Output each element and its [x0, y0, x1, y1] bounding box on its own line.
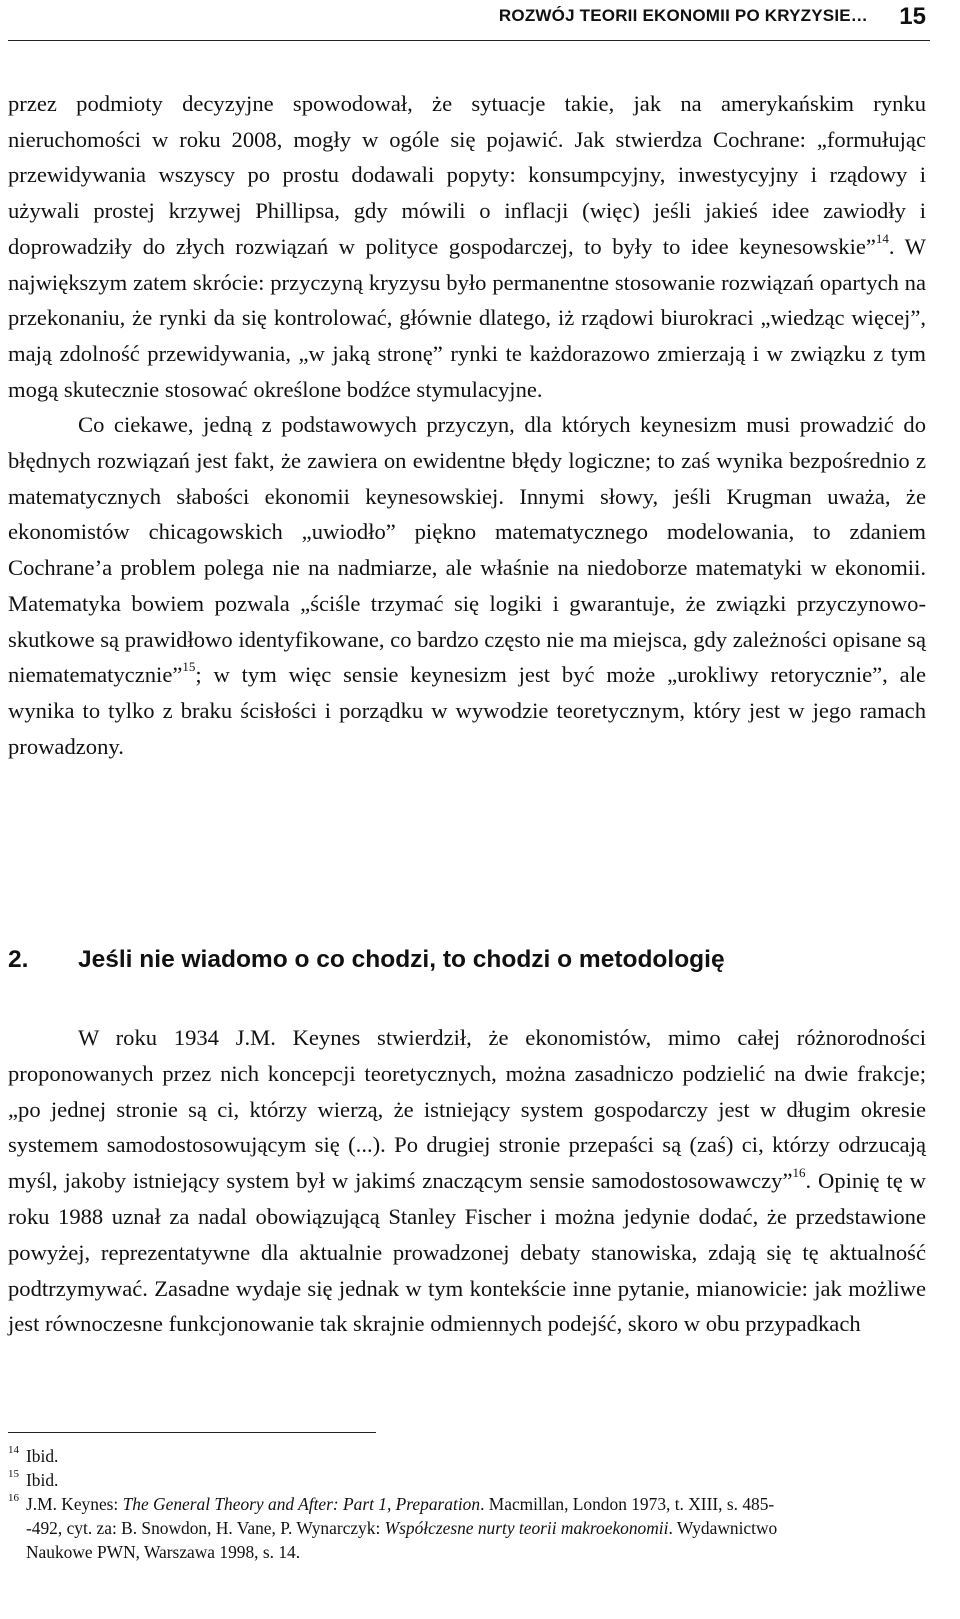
footnote-separator — [8, 1432, 376, 1433]
footnote-mark: 15 — [8, 1468, 19, 1480]
cited-title: Współczesne nurty teorii makroekonomii — [384, 1518, 669, 1538]
body-text-lower — [8, 1020, 926, 1342]
section-number: 2. — [8, 946, 29, 973]
cited-title: The General Theory and After: Part 1, Preparation — [122, 1494, 481, 1514]
footnote-16 — [8, 1492, 926, 1516]
page-number: 15 — [899, 3, 926, 30]
footnotes — [8, 1444, 926, 1564]
footnote-mark: 14 — [8, 1444, 19, 1456]
running-header — [8, 0, 930, 41]
section-title: Jeśli nie wiadomo o co chodzi, to chodzi o metodologię — [78, 946, 725, 973]
footnote-14 — [8, 1444, 926, 1468]
paragraph-3: W roku 1934 J.M. Keynes stwierdził, że ekonomistów, mimo całej różnorodności proponowanych przez nich koncepcji teoretycznych, można zasadniczo podzielić na dwie frakcje; „po jednej stronie są ci, którzy wierzą, że istniejący system gospodarczy jest w długim okresie systemem samodostosowującym się (...). Po drugiej stronie przepaści są (zaś) ci, którzy odrzucają myśl, jakoby istniejący system był w jakimś znaczącym sensie samodostosowawczy”$^{16}$. Opinię tę w roku 1988 uznał za nadal obowiązującą Stanley Fischer i można jedynie dodać, że przedstawione powyżej, reprezentatywne dla aktualnie prowadzonej debaty stanowiska, zdają się tę aktualność podtrzymywać. Zasadne wydaje się jednak w tym kontekście inne pytanie, mianowicie: jak możliwe jest równoczesne funkcjonowanie tak skrajnie odmiennych podejść, skoro w obu przypadkach — [8, 1025, 926, 1337]
footnote-text: Ibid. — [26, 1446, 59, 1466]
running-header-title: ROZWÓJ TEORII EKONOMII PO KRYZYSIE… — [498, 6, 868, 25]
footnote-ref-15[interactable]: 15 — [182, 659, 196, 675]
footnote-ref-14[interactable]: 14 — [875, 230, 889, 246]
footnote-ref-16[interactable]: 16 — [792, 1165, 806, 1181]
footnote-text: Ibid. — [26, 1470, 59, 1490]
paragraph-2: Co ciekawe, jedną z podstawowych przyczyn, dla których keynesizm musi prowadzić do błędnych rozwiązań jest fakt, że zawiera on ewidentne błędy logiczne; to zaś wynika bezpośrednio z matematycznych słabości ekonomii keynesowskiej. Innymi słowy, jeśli Krugman uważa, że ekonomistów chicagowskich „uwiodło” piękno matematycznego modelowania, to zdaniem Cochrane’a problem polega nie na nadmiarze, ale właśnie na niedoborze matematyki w ekonomii. Matematyka bowiem pozwala „ściśle trzymać się logiki i gwarantuje, że związki przyczynowo-skutkowe są prawidłowo identyfikowane, co bardzo często nie ma miejsca, gdy zależności opisane są niematematycznie”$^{15}$; w tym więc sensie keynesizm jest być może „urokliwy retorycznie”, ale wynika to tylko z braku ścisłości i porządku w wywodzie teoretycznym, który jest w jego ramach prowadzony. — [8, 412, 926, 759]
section-heading — [8, 946, 926, 974]
footnote-mark: 16 — [8, 1492, 19, 1504]
footnote-15 — [8, 1468, 926, 1492]
footnote-16-last-line: Naukowe PWN, Warszawa 1998, s. 14. — [26, 1542, 301, 1562]
paragraph-1: przez podmioty decyzyjne spowodował, że sytuacje takie, jak na amerykańskim rynku nieruchomości w roku 2008, mogły w ogóle się pojawić. Jak stwierdza Cochrane: „formułując przewidywania wszyscy po prostu dodawali popyty: konsumpcyjny, inwestycyjny i rządowy i używali prostej krzywej Phillipsa, gdy mówili o inflacji (więc) jeśli jakieś idee zawiodły i doprowadziły do złych rozwiązań w polityce gospodarczej, to były to idee keynesowskie”$^{14}$. W największym zatem skrócie: przyczyną kryzysu było permanentne stosowanie rozwiązań opartych na przekonaniu, że rynki da się kontrolować, głównie dlatego, iż rządowi biurokraci „wiedząc więcej”, mają zdolność przewidywania, „w jaką stronę” rynki te każdorazowo zmierzają i w związku z tym mogą skutecznie stosować określone bodźce stymulacyjne. — [8, 91, 927, 402]
footnote-16-continuation: -492, cyt. za: B. Snowdon, H. Vane, P. Wynarczyk: Współczesne nurty teorii makroekonomii. Wydawnictwo — [26, 1518, 778, 1538]
footnote-text: J.M. Keynes: The General Theory and After: Part 1, Preparation. Macmillan, London 1973, t. XIII, s. 485- — [26, 1494, 775, 1514]
body-text-upper — [8, 86, 926, 764]
